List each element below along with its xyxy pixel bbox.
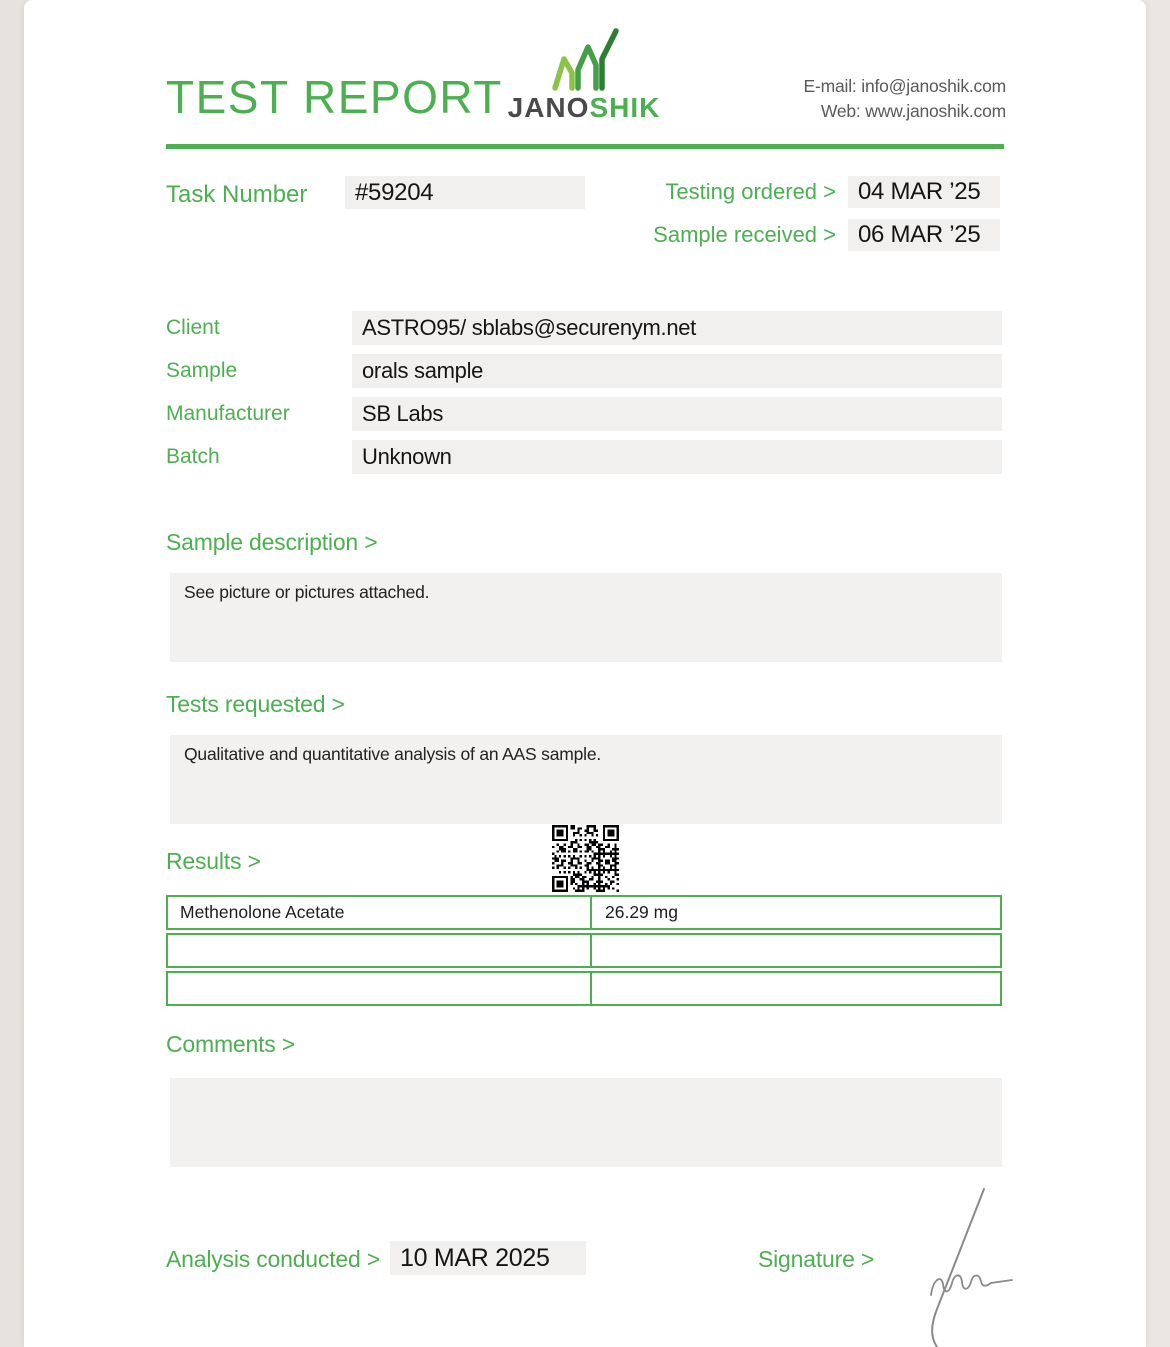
email-value: info@janoshik.com (861, 76, 1006, 96)
tests-requested-box: Qualitative and quantitative analysis of an AAS sample. (170, 735, 1002, 824)
contact-email-line (804, 74, 1006, 99)
testing-ordered-label: Testing ordered > (665, 179, 836, 204)
batch-label: Batch (166, 445, 220, 468)
header-divider (166, 144, 1004, 149)
sample-received-row (653, 219, 1000, 251)
testing-ordered-row (665, 176, 1000, 208)
tests-requested-heading: Tests requested > (166, 691, 345, 717)
janoshik-logo (494, 26, 674, 124)
qr-code (552, 825, 619, 892)
manufacturer-label: Manufacturer (166, 402, 290, 425)
email-label: E-mail: (803, 76, 857, 96)
table-row (166, 971, 1002, 1006)
result-substance (168, 973, 592, 1004)
result-substance (168, 935, 592, 966)
batch-value: Unknown (352, 440, 1002, 474)
web-label: Web: (820, 101, 861, 121)
contact-info (804, 74, 1006, 124)
report-page (24, 0, 1146, 1347)
logo-wordmark (494, 92, 674, 124)
client-value: ASTRO95/ sblabs@securenym.net (352, 311, 1002, 345)
sample-received-label: Sample received > (653, 222, 836, 247)
sample-label: Sample (166, 359, 238, 382)
qr-finder-top-right (603, 825, 619, 841)
logo-wordmark-left: JANO (507, 92, 590, 123)
comments-box (170, 1078, 1002, 1167)
analysis-conducted-label: Analysis conducted > (166, 1246, 380, 1272)
qr-finder-bottom-left (552, 876, 568, 892)
contact-web-line (804, 99, 1006, 124)
analysis-conducted-date: 10 MAR 2025 (390, 1241, 586, 1275)
results-table (166, 895, 1002, 1006)
result-amount: 26.29 mg (605, 902, 678, 922)
logo-chart-icon (543, 26, 625, 94)
sample-received-value: 06 MAR ’25 (848, 219, 1000, 251)
results-heading: Results > (166, 848, 261, 874)
testing-ordered-value: 04 MAR ’25 (848, 176, 1000, 208)
result-amount (592, 935, 1000, 966)
result-substance: Methenolone Acetate (168, 897, 592, 928)
table-row (166, 933, 1002, 968)
task-number-label: Task Number (166, 181, 308, 208)
qr-finder-top-left (552, 825, 568, 841)
task-number-value: #59204 (345, 176, 585, 209)
comments-heading: Comments > (166, 1031, 296, 1057)
signature-label: Signature > (758, 1246, 875, 1272)
logo-wordmark-right: SHIK (589, 92, 661, 123)
result-amount (592, 973, 1000, 1004)
client-label: Client (166, 316, 220, 339)
sample-description-box: See picture or pictures attached. (170, 573, 1002, 662)
manufacturer-value: SB Labs (352, 397, 1002, 431)
web-value: www.janoshik.com (865, 101, 1006, 121)
table-row (166, 895, 1002, 930)
signature (896, 1183, 1041, 1347)
sample-description-heading: Sample description > (166, 529, 378, 555)
page-title: TEST REPORT (166, 71, 503, 123)
sample-value: orals sample (352, 354, 1002, 388)
